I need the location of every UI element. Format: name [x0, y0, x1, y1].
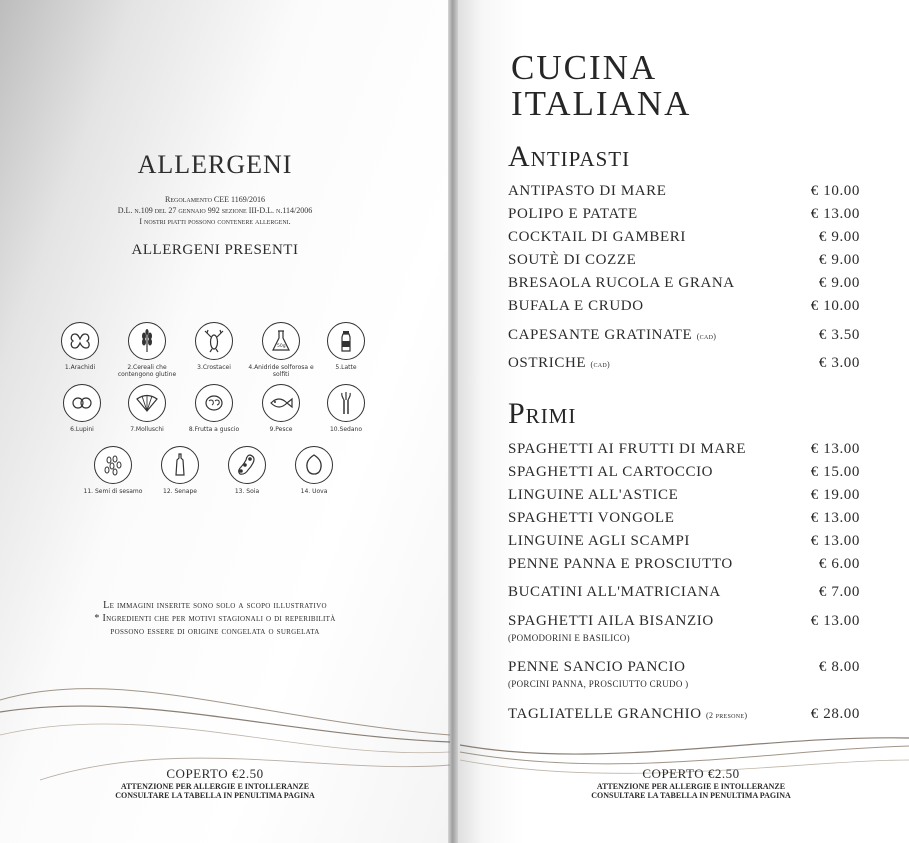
item-note: (cad)	[590, 360, 610, 369]
regulation-line: D.L. n.109 del 27 gennaio 992 sezione III-D.L. n.114/2006	[117, 206, 313, 215]
item-name	[508, 327, 716, 344]
note-line: * Ingredienti che per motivi stagionali o di reperibilità	[94, 613, 336, 624]
regulation-line: I nostri piatti possono contenere allergeni.	[139, 217, 291, 226]
item-price: € 6.00	[818, 556, 860, 572]
item-price: € 28.00	[810, 706, 860, 722]
allergen-label: 10.Sedano	[329, 426, 362, 433]
coperto-price: COPERTO €2.50	[642, 766, 740, 781]
item-name: LINGUINE ALL'ASTICE	[508, 487, 679, 503]
item-price: € 3.00	[818, 355, 860, 371]
item-name-text: TAGLIATELLE GRANCHIO	[508, 706, 702, 722]
attention-line: CONSULTARE LA TABELLA IN PENULTIMA PAGINA	[115, 791, 315, 800]
item-price: € 8.00	[818, 659, 860, 675]
item-price: € 7.00	[818, 584, 860, 600]
item-name	[508, 706, 747, 723]
item-price: € 13.00	[810, 510, 860, 526]
flask-label: 50g	[277, 344, 286, 349]
title-line: ITALIANA	[511, 84, 692, 123]
item-name: PENNE PANNA E PROSCIUTTO	[508, 556, 733, 572]
item-name: SOUTÈ DI COZZE	[508, 252, 637, 268]
allergen-label: 4.Anidride solforosa e solfiti	[248, 364, 314, 378]
regulation-line: Regolamento CEE 1169/2016	[165, 195, 265, 204]
item-price: € 13.00	[810, 441, 860, 457]
item-name: SPAGHETTI VONGOLE	[508, 510, 675, 526]
item-price: € 19.00	[810, 487, 860, 503]
item-name: PENNE SANCIO PANCIO	[508, 659, 686, 675]
item-name: SPAGHETTI AL CARTOCCIO	[508, 464, 714, 480]
allergeni-title: ALLERGENI	[137, 150, 293, 179]
attention-line: ATTENZIONE PER ALLERGIE E INTOLLERANZE	[596, 782, 786, 791]
item-name: SPAGHETTI AILA BISANZIO	[508, 613, 714, 629]
item-price: € 10.00	[810, 298, 860, 314]
allergen-label: 5.Latte	[335, 364, 357, 371]
allergen-label: 11. Semi di sesamo	[83, 488, 143, 495]
allergen-label: 6.Lupini	[70, 426, 94, 433]
primi-heading: Primi	[508, 397, 577, 430]
item-price: € 9.00	[818, 229, 860, 245]
cucina-italiana-title	[511, 50, 691, 122]
note-line: Le immagini inserite sono solo a scopo illustrativo	[103, 600, 327, 611]
item-name: ANTIPASTO DI MARE	[508, 183, 667, 199]
attention-line: CONSULTARE LA TABELLA IN PENULTIMA PAGINA	[591, 791, 791, 800]
allergen-label: 9.Pesce	[269, 426, 293, 433]
item-name: SPAGHETTI AI FRUTTI DI MARE	[508, 441, 747, 457]
item-price: € 9.00	[818, 275, 860, 291]
allergen-label: 12. Senape	[163, 488, 197, 495]
coperto-price: COPERTO €2.50	[166, 766, 264, 781]
allergen-label: 8.Frutta a guscio	[188, 426, 240, 433]
item-price: € 10.00	[810, 183, 860, 199]
allergen-label: 1.Arachidi	[64, 364, 96, 371]
title-line: CUCINA	[511, 48, 658, 87]
item-name: POLIPO E PATATE	[508, 206, 638, 222]
item-name: LINGUINE AGLI SCAMPI	[508, 533, 690, 549]
item-name: BUCATINI ALL'MATRICIANA	[508, 584, 721, 600]
item-description: (POMODORINI E BASILICO)	[508, 633, 630, 643]
item-price: € 13.00	[810, 613, 860, 629]
allergen-label: 7.Molluschi	[130, 426, 164, 433]
item-name-text: CAPESANTE GRATINATE	[508, 327, 693, 343]
allergen-label: 2.Cereali che contengono glutine	[117, 364, 177, 378]
item-name: BUFALA E CRUDO	[508, 298, 644, 314]
allergen-label: 14. Uova	[300, 488, 328, 495]
item-name	[508, 355, 610, 372]
right-coperto	[571, 766, 811, 800]
item-name-text: OSTRICHE	[508, 355, 587, 371]
allergen-label: 13. Soia	[234, 488, 260, 495]
item-description: (PORCINI PANNA, PROSCIUTTO CRUDO )	[508, 679, 689, 689]
note-line: possono essere di origine congelata o surgelata	[110, 626, 320, 637]
item-name: BRESAOLA RUCOLA E GRANA	[508, 275, 735, 291]
item-price: € 13.00	[810, 533, 860, 549]
attention-line: ATTENZIONE PER ALLERGIE E INTOLLERANZE	[120, 782, 310, 791]
item-name: COCKTAIL DI GAMBERI	[508, 229, 686, 245]
item-price: € 15.00	[810, 464, 860, 480]
item-price: € 9.00	[818, 252, 860, 268]
allergeni-presenti-heading: ALLERGENI PRESENTI	[131, 242, 299, 258]
item-note: (2 presone)	[706, 711, 748, 720]
item-price: € 13.00	[810, 206, 860, 222]
antipasti-heading: Antipasti	[508, 140, 631, 173]
item-note: (cad)	[696, 332, 717, 341]
allergen-label: 3.Crostacei	[197, 364, 231, 371]
item-price: € 3.50	[818, 327, 860, 343]
